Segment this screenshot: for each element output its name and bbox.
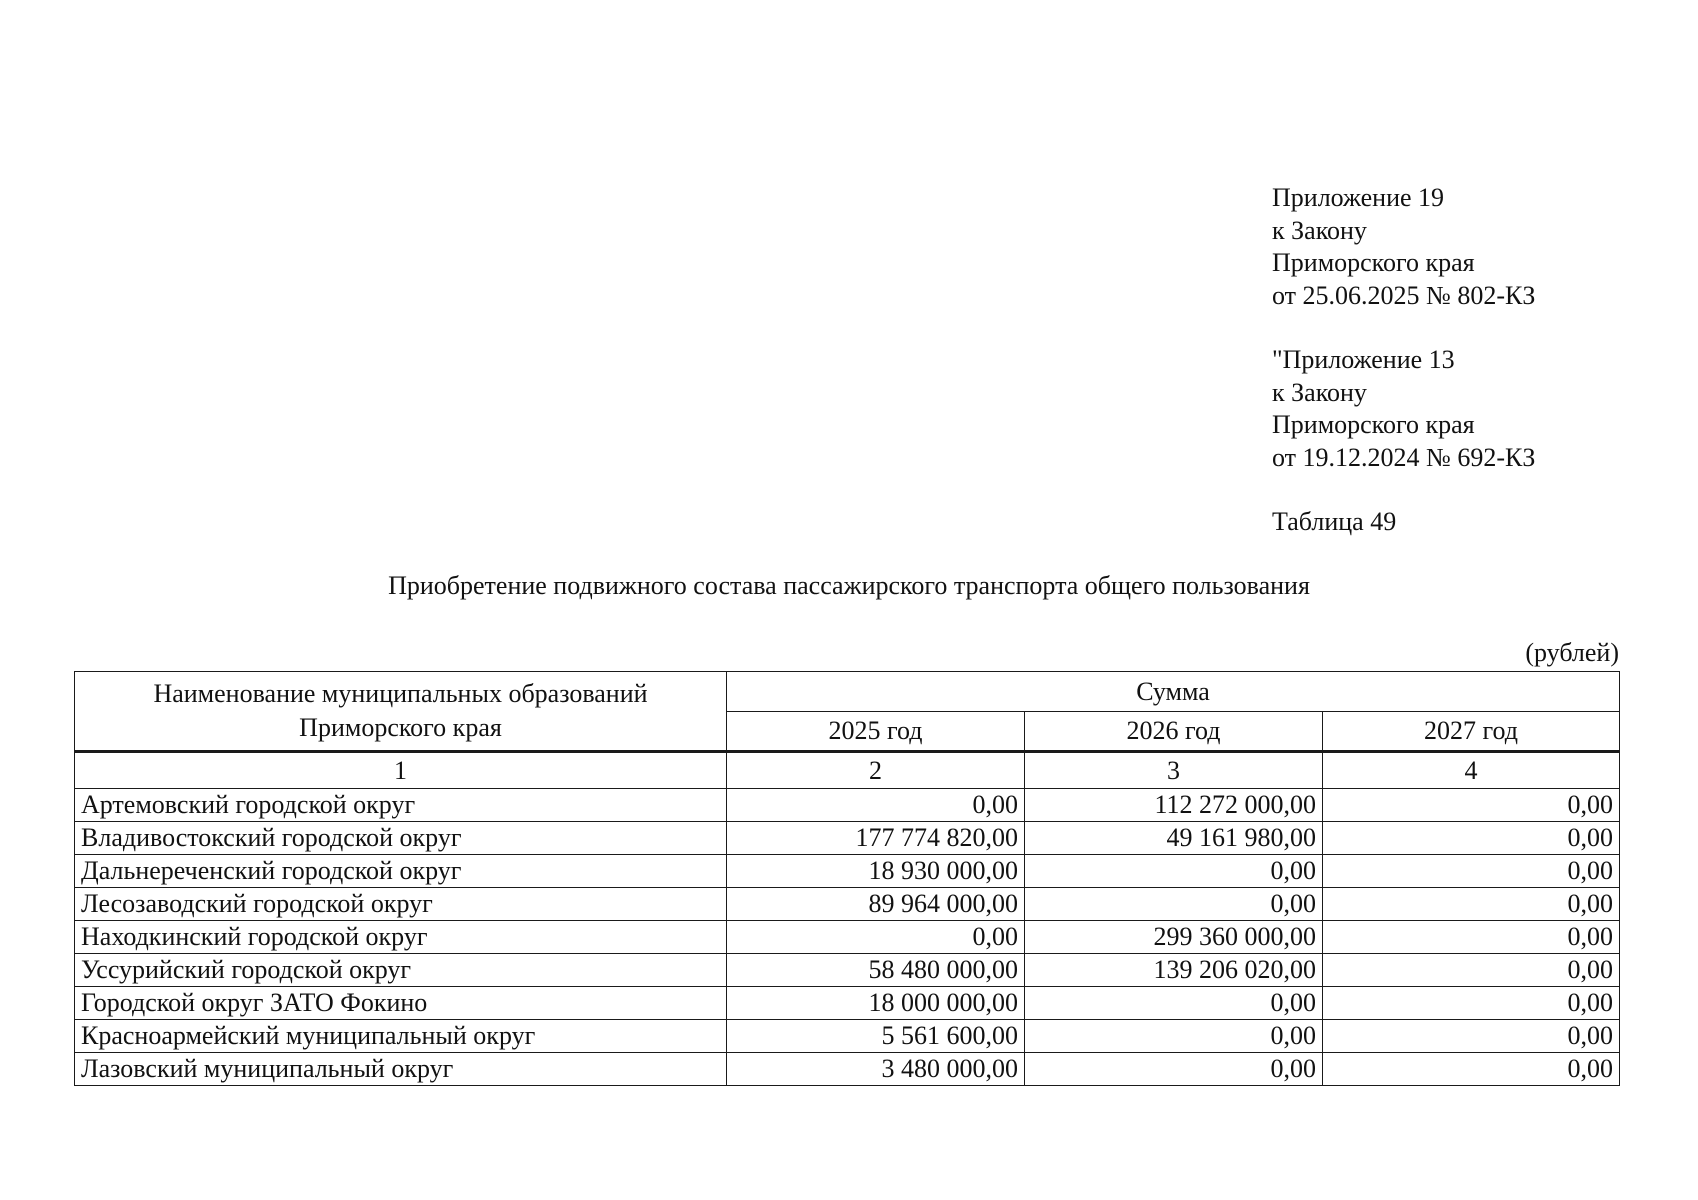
amount-2025: 58 480 000,00 bbox=[727, 954, 1025, 987]
header-year-2026: 2026 год bbox=[1025, 712, 1323, 752]
amount-2027: 0,00 bbox=[1323, 1053, 1620, 1086]
amount-2027: 0,00 bbox=[1323, 855, 1620, 888]
amount-2027: 0,00 bbox=[1323, 987, 1620, 1020]
column-numbers-row bbox=[75, 752, 1620, 789]
amount-2026: 299 360 000,00 bbox=[1025, 921, 1323, 954]
amount-2025: 5 561 600,00 bbox=[727, 1020, 1025, 1053]
amount-2025: 0,00 bbox=[727, 789, 1025, 822]
annex-current-line-1: Приложение 19 bbox=[1272, 183, 1445, 212]
document-title: Приобретение подвижного состава пассажирского транспорта общего пользования bbox=[388, 571, 1310, 600]
amount-2027: 0,00 bbox=[1323, 954, 1620, 987]
header-sum: Сумма bbox=[727, 672, 1620, 712]
table-row bbox=[75, 1020, 1620, 1053]
annex-original-line-4: от 19.12.2024 № 692-КЗ bbox=[1272, 442, 1536, 472]
annex-original-line-2: к Закону bbox=[1272, 377, 1367, 407]
units-label: (рублей) bbox=[1525, 638, 1619, 667]
amount-2025: 18 000 000,00 bbox=[727, 987, 1025, 1020]
municipality-name: Лесозаводский городской округ bbox=[75, 888, 727, 921]
amount-2027: 0,00 bbox=[1323, 1020, 1620, 1053]
table-row bbox=[75, 921, 1620, 954]
municipality-name: Лазовский муниципальный округ bbox=[75, 1053, 727, 1086]
annex-current-line-2: к Закону bbox=[1272, 215, 1367, 245]
table-number: Таблица 49 bbox=[1272, 507, 1397, 536]
municipality-name: Красноармейский муниципальный округ bbox=[75, 1020, 727, 1053]
amount-2026: 0,00 bbox=[1025, 987, 1323, 1020]
column-number: 2 bbox=[727, 752, 1025, 789]
amount-2025: 0,00 bbox=[727, 921, 1025, 954]
amount-2026: 49 161 980,00 bbox=[1025, 822, 1323, 855]
header-municipality: Наименование муниципальных образований Приморского края bbox=[75, 672, 727, 752]
header-year-2027: 2027 год bbox=[1323, 712, 1620, 752]
municipality-name: Владивостокский городской округ bbox=[75, 822, 727, 855]
table-row bbox=[75, 855, 1620, 888]
amount-2026: 0,00 bbox=[1025, 1020, 1323, 1053]
municipality-name: Городской округ ЗАТО Фокино bbox=[75, 987, 727, 1020]
amount-2025: 18 930 000,00 bbox=[727, 855, 1025, 888]
table-header-row bbox=[75, 672, 1620, 712]
amount-2027: 0,00 bbox=[1323, 822, 1620, 855]
annex-original-law bbox=[1272, 344, 1535, 474]
column-number: 3 bbox=[1025, 752, 1323, 789]
municipality-name: Дальнереченский городской округ bbox=[75, 855, 727, 888]
amount-2025: 89 964 000,00 bbox=[727, 888, 1025, 921]
amount-2027: 0,00 bbox=[1323, 921, 1620, 954]
annex-original-line-3: Приморского края bbox=[1272, 410, 1475, 439]
budget-table bbox=[74, 671, 1620, 1086]
municipality-name: Находкинский городской округ bbox=[75, 921, 727, 954]
municipality-name: Артемовский городской округ bbox=[75, 789, 727, 822]
table-row bbox=[75, 987, 1620, 1020]
table-row bbox=[75, 1053, 1620, 1086]
amount-2026: 0,00 bbox=[1025, 1053, 1323, 1086]
municipality-name: Уссурийский городской округ bbox=[75, 954, 727, 987]
annex-current-law bbox=[1272, 182, 1535, 312]
annex-original-line-1: "Приложение 13 bbox=[1272, 345, 1455, 374]
annex-current-line-4: от 25.06.2025 № 802-КЗ bbox=[1272, 280, 1536, 310]
amount-2026: 112 272 000,00 bbox=[1025, 789, 1323, 822]
table-row bbox=[75, 822, 1620, 855]
amount-2026: 0,00 bbox=[1025, 888, 1323, 921]
amount-2026: 0,00 bbox=[1025, 855, 1323, 888]
header-year-2025: 2025 год bbox=[727, 712, 1025, 752]
annex-current-line-3: Приморского края bbox=[1272, 248, 1475, 277]
table-row bbox=[75, 888, 1620, 921]
amount-2027: 0,00 bbox=[1323, 888, 1620, 921]
table-row bbox=[75, 954, 1620, 987]
amount-2025: 177 774 820,00 bbox=[727, 822, 1025, 855]
amount-2026: 139 206 020,00 bbox=[1025, 954, 1323, 987]
amount-2027: 0,00 bbox=[1323, 789, 1620, 822]
column-number: 4 bbox=[1323, 752, 1620, 789]
column-number: 1 bbox=[75, 752, 727, 789]
amount-2025: 3 480 000,00 bbox=[727, 1053, 1025, 1086]
table-row bbox=[75, 789, 1620, 822]
